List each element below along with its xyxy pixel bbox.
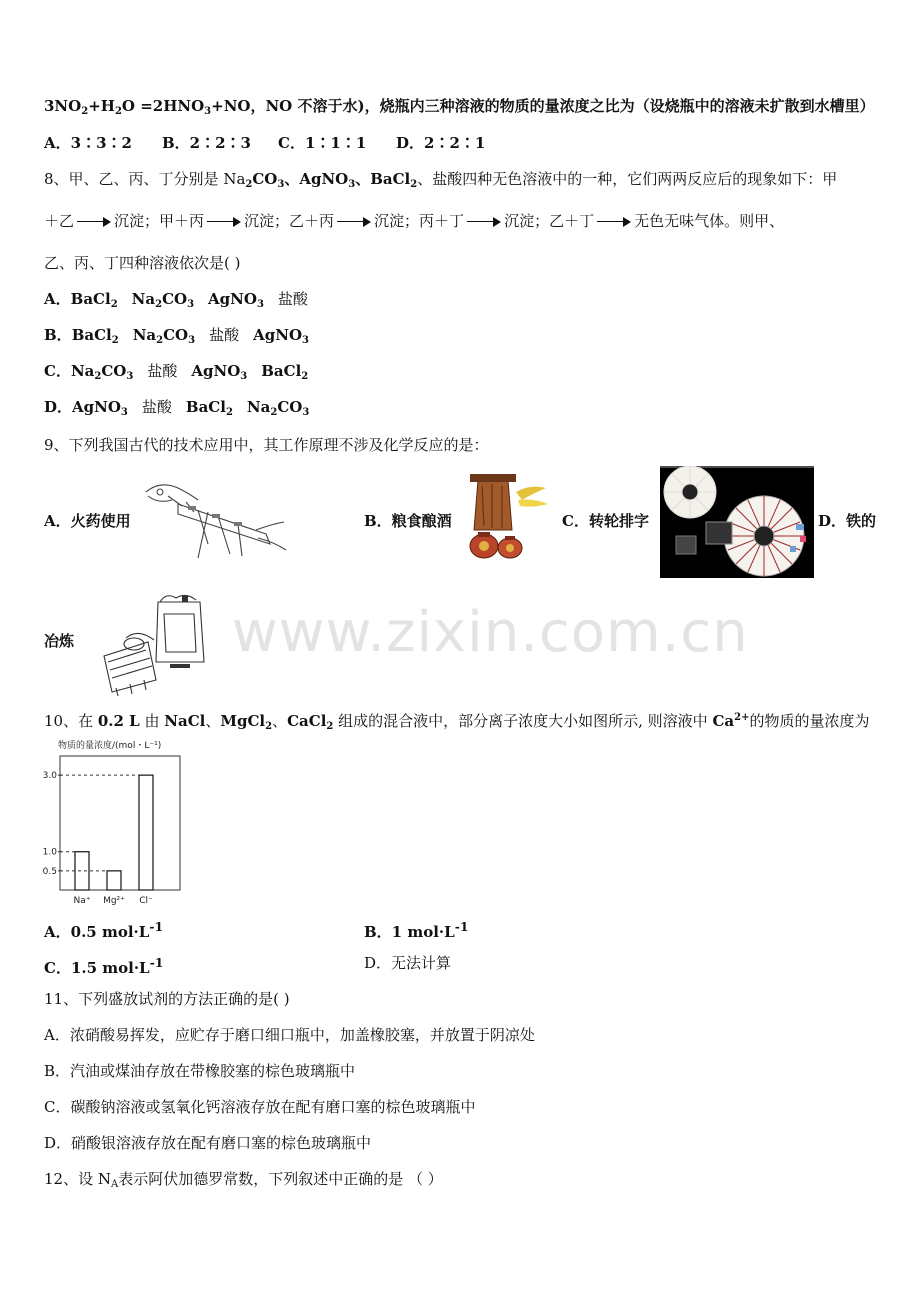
q11-option-a: A．浓硝酸易挥发，应贮存于磨口细口瓶中，加盖橡胶塞，并放置于阴凉处 — [44, 1026, 535, 1044]
q9-stem: 9、下列我国古代的技术应用中，其工作原理不涉及化学反应的是： — [44, 436, 489, 454]
chart-y-tick-label: 3.0 — [42, 771, 57, 782]
q9-option-c: C．转轮排字 — [562, 512, 649, 530]
chart-x-tick-label: Na⁺ — [73, 896, 91, 906]
wine-brewing-image — [460, 470, 552, 562]
q11-option-b: B．汽油或煤油存放在带橡胶塞的棕色玻璃瓶中 — [44, 1062, 356, 1080]
gunpowder-rocket-image — [138, 474, 288, 564]
chart-y-tick-label: 1.0 — [42, 847, 57, 858]
arrow-icon — [597, 217, 631, 227]
q8-option-b: B．BaCl$_2$ $Na_2CO_3$ 盐酸 AgNO$_3$ — [44, 326, 309, 346]
q10-option-c: C．1.5 $mol\cdot L^{-1}$ — [44, 955, 164, 977]
q7-option-a: A．3∶3∶2 — [44, 134, 132, 152]
q11-option-d: D．硝酸银溶液存放在配有磨口塞的棕色玻璃瓶中 — [44, 1134, 372, 1152]
arrow-icon — [337, 217, 371, 227]
ion-concentration-chart — [34, 736, 188, 908]
q8-stem-line2: ＋乙 沉淀；甲＋丙 沉淀；乙＋丙 沉淀；丙＋丁 沉淀；乙＋丁 无色无味气体。则甲、 — [44, 212, 785, 230]
q9-option-a: A．火药使用 — [44, 512, 131, 530]
arrow-icon — [77, 217, 111, 227]
iron-smelting-image — [96, 592, 220, 696]
q7-option-b: B．2∶2∶3 — [162, 134, 251, 152]
q12-stem: 12、设 $N_A$表示阿伏加德罗常数，下列叙述中正确的是 （ ） — [44, 1170, 443, 1190]
q7-stem-line: $3NO_2+H_2O =2HNO_3+NO$，NO 不溶于水)，烧瓶内三种溶液的物质的量浓度之比为（设烧瓶中的溶液未扩散到水槽里） — [44, 97, 875, 117]
q7-option-c: C．1∶1∶1 — [278, 134, 367, 152]
q11-stem: 11、下列盛放试剂的方法正确的是( ) — [44, 990, 290, 1008]
watermark: www.zixin.com.cn — [232, 600, 749, 665]
chart-x-tick-label: Cl⁻ — [139, 896, 153, 906]
q10-option-b: B．1 $mol\cdot L^{-1}$ — [364, 919, 469, 941]
q10-option-a: A．0.5 $mol\cdot L^{-1}$ — [44, 919, 164, 941]
q7-option-d: D．2∶2∶1 — [396, 134, 486, 152]
chart-y-tick-label: 0.5 — [42, 866, 57, 877]
q8-option-d: D．AgNO$_3$ 盐酸 BaCl$_2$ $Na_2CO_3$ — [44, 398, 310, 418]
q8-option-c: C．$Na_2CO_3$ 盐酸 AgNO$_3$ BaCl$_2$ — [44, 362, 309, 382]
q10-option-d: D．无法计算 — [364, 954, 452, 972]
q9-option-b: B．粮食酿酒 — [364, 512, 452, 530]
q11-option-c: C．碳酸钠溶液或氢氧化钙溶液存放在配有磨口塞的棕色玻璃瓶中 — [44, 1098, 476, 1116]
q10-stem: 10、在 0.2 L 由 NaCl、MgCl$_2$、CaCl$_2$ 组成的混合液中，部分离子浓度大小如图所示, 则溶液中 $Ca^{2+}$的物质的量浓度为 — [44, 712, 870, 732]
chart-bar — [139, 775, 153, 890]
chart-x-tick-label: Mg²⁺ — [103, 896, 125, 906]
q8-stem-line3: 乙、丙、丁四种溶液依次是( ) — [44, 254, 241, 272]
arrow-icon — [467, 217, 501, 227]
movable-type-wheel-image — [660, 466, 814, 578]
q8-stem-line1: 8、甲、乙、丙、丁分别是 $Na_2CO_3$、AgNO$_3$、BaCl$_2$、盐酸四种无色溶液中的一种，它们两两反应后的现象如下：甲 — [44, 170, 838, 190]
arrow-icon — [207, 217, 241, 227]
q9-option-d-cont: 冶炼 — [44, 632, 75, 650]
chart-ylabel: 物质的量浓度/(mol・L⁻¹) — [58, 741, 162, 751]
chart-bar — [107, 871, 121, 890]
q9-option-d: D．铁的 — [818, 512, 877, 530]
q8-option-a: A．BaCl$_2$ $Na_2CO_3$ AgNO$_3$ 盐酸 — [44, 290, 308, 310]
